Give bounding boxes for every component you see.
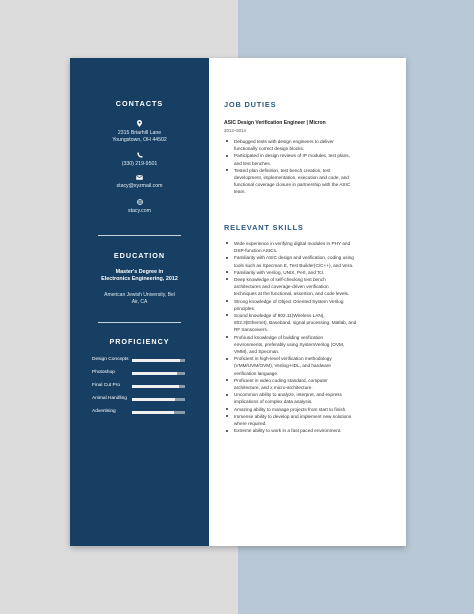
phone-icon (137, 152, 143, 158)
skill-bar (132, 411, 185, 414)
skill-bar (132, 385, 185, 388)
relevant-skills-list (224, 240, 392, 434)
location-pin-icon (137, 120, 142, 127)
bullet-line: Amazing ability to manage projects from start to finish. (234, 406, 347, 412)
bullet-item (224, 138, 392, 152)
bullet-item (224, 413, 392, 427)
bullet-line: Participated in design reviews of IP modules, test plans, (234, 153, 350, 159)
relevant-skills-heading: RELEVANT SKILLS (224, 223, 304, 232)
bullet-line: architectures and coverage-driven verification (234, 284, 329, 290)
bullet-line: Proficient in video coding standard, computer (234, 377, 328, 383)
bullet-dot (226, 336, 228, 338)
bullet-dot (226, 314, 228, 316)
bullet-line: architecture, and x micro-architecture. (234, 385, 313, 391)
bullet-dot (226, 257, 228, 259)
bullet-dot (226, 415, 228, 417)
bullet-line: Deep knowledge of self-checking test bench (234, 277, 326, 283)
divider-education (98, 322, 181, 323)
bullet-item (224, 298, 392, 312)
school-line2: Air, CA (131, 299, 148, 305)
skill-bar (132, 372, 185, 375)
bullet-line: Proficient in high-level verification methodology (234, 356, 332, 362)
skill-name: Final Cut Pro (92, 383, 120, 388)
skill-name: Photoshop (92, 370, 115, 375)
bullet-dot (226, 300, 228, 302)
bullet-item (224, 391, 392, 405)
bullet-line: functional coverage closure in partnership with the ASIC (234, 182, 351, 188)
email-block (70, 175, 209, 190)
skill-row (92, 409, 186, 416)
bullet-line: Profound knowledge of building verification (234, 334, 324, 340)
skill-name: Animal Handling (92, 396, 127, 401)
bullet-dot (226, 394, 228, 396)
bullet-item (224, 167, 392, 196)
skill-fill (132, 372, 177, 375)
bullet-line: environments, preferably using SystemVerilog (OVM, (234, 341, 345, 347)
skill-name: Advertising (92, 409, 116, 414)
bullet-line: techniques at the functional, assertion, and code levels. (234, 291, 350, 297)
skill-row (92, 370, 186, 377)
bullet-dot (226, 430, 228, 432)
skill-fill (132, 359, 180, 362)
job-duties-list (224, 138, 392, 196)
main-content (224, 58, 394, 546)
divider-contacts (98, 235, 181, 236)
bullet-line: Tested plan definition, test bench creation, test (234, 167, 331, 173)
envelope-icon (136, 175, 143, 180)
resume-page (70, 58, 406, 546)
phone-number: (330) 219-9501 (121, 161, 158, 167)
bullet-dot (226, 408, 228, 410)
bullet-line: (VMM/UVM/OVM), Verilog-HDL, and hardware (234, 363, 331, 369)
bullet-line: Strong knowledge of Object Oriented System Verilog (234, 298, 344, 304)
skill-row (92, 396, 186, 403)
bullet-line: principles. (234, 305, 256, 311)
bullet-dot (226, 140, 228, 142)
address-line2: Youngstown, OH 44502 (112, 137, 167, 143)
degree-line2: Electronics Engineering, 2012 (101, 276, 178, 282)
skill-fill (132, 398, 175, 401)
bullet-item (224, 377, 392, 391)
bullet-item (224, 240, 392, 254)
bullet-dot (226, 278, 228, 280)
bullet-item (224, 406, 392, 413)
job-duties-heading: JOB DUTIES (224, 100, 277, 109)
bullet-dot (226, 242, 228, 244)
bullet-item (224, 355, 392, 377)
bullet-line: development, implementation, execution and code, and (234, 175, 349, 181)
school-text (70, 292, 209, 306)
school-line1: American Jewish University, Bel (104, 292, 175, 298)
address-block (70, 120, 209, 144)
bullet-dot (226, 379, 228, 381)
skill-fill (132, 411, 174, 414)
education-heading: EDUCATION (113, 251, 166, 260)
skill-bar (132, 359, 185, 362)
bullet-dot (226, 155, 228, 157)
bullet-item (224, 254, 392, 268)
bullet-item (224, 152, 392, 166)
bullet-line: Sound knowledge of 802.11(Wireless LAN), (234, 313, 325, 319)
skill-row (92, 383, 186, 390)
bullet-dot (226, 169, 228, 171)
phone-block (70, 152, 209, 168)
website-url: stacy.com (128, 208, 151, 214)
bullet-line: VMM), and Specman. (234, 349, 280, 355)
bullet-line: Extreme ability to work in a fast paced environment. (234, 428, 342, 434)
globe-icon (137, 199, 143, 205)
bullet-item (224, 269, 392, 276)
proficiency-heading: PROFICIENCY (109, 337, 170, 346)
bullet-line: Familiarity with Verilog, UNIX, Perl, and Tcl. (234, 269, 325, 275)
bullet-line: RF transceivers. (234, 327, 269, 333)
contacts-heading: CONTACTS (115, 99, 164, 108)
bullet-item (224, 427, 392, 434)
bullet-dot (226, 358, 228, 360)
skill-fill (132, 385, 179, 388)
bullet-line: and test benches. (234, 160, 272, 166)
bullet-line: Wide experience in verifying digital modules in PHY and (234, 241, 351, 246)
bullet-line: Debugged tests with design engineers to deliver (234, 139, 334, 144)
bullet-item (224, 312, 392, 334)
email-address: stacy@xyzmail.com (116, 183, 163, 189)
bullet-line: Immense ability to develop and implement new solutions (234, 413, 352, 419)
bullet-line: verification language. (234, 370, 279, 376)
bullet-line: Familiarity with ASIC design and verification, coding using (234, 255, 354, 261)
skill-name: Design Concepts (92, 357, 129, 362)
bullet-item (224, 276, 392, 298)
bullet-line: team. (234, 189, 246, 195)
job-dates: 2012–2014 (224, 128, 246, 133)
website-block (70, 199, 209, 215)
bullet-line: implications of complex data analysis. (234, 399, 313, 405)
skill-row (92, 357, 186, 364)
degree-text (70, 269, 209, 283)
address-line1: 2315 Briarhill Lane (117, 130, 162, 136)
sidebar (70, 58, 209, 546)
bullet-line: functionally correct design blocks. (234, 146, 305, 152)
skill-bar (132, 398, 185, 401)
bullet-line: where required. (234, 421, 267, 427)
bullet-line: DSP-function ASICs. (234, 248, 278, 254)
bullet-dot (226, 271, 228, 273)
bullet-line: 802.3(Ethernet), Baseband, signal processing, Matlab, and (234, 320, 357, 326)
degree-line1: Master's Degree in (115, 269, 164, 275)
bullet-line: Uncommon ability to analyze, interpret, and express (234, 392, 342, 398)
bullet-item (224, 334, 392, 356)
job-title: ASIC Design Verification Engineer | Micron (224, 120, 326, 126)
bullet-line: tools such as Specman E, Test Builder(C/C++), and Vera. (234, 262, 354, 268)
